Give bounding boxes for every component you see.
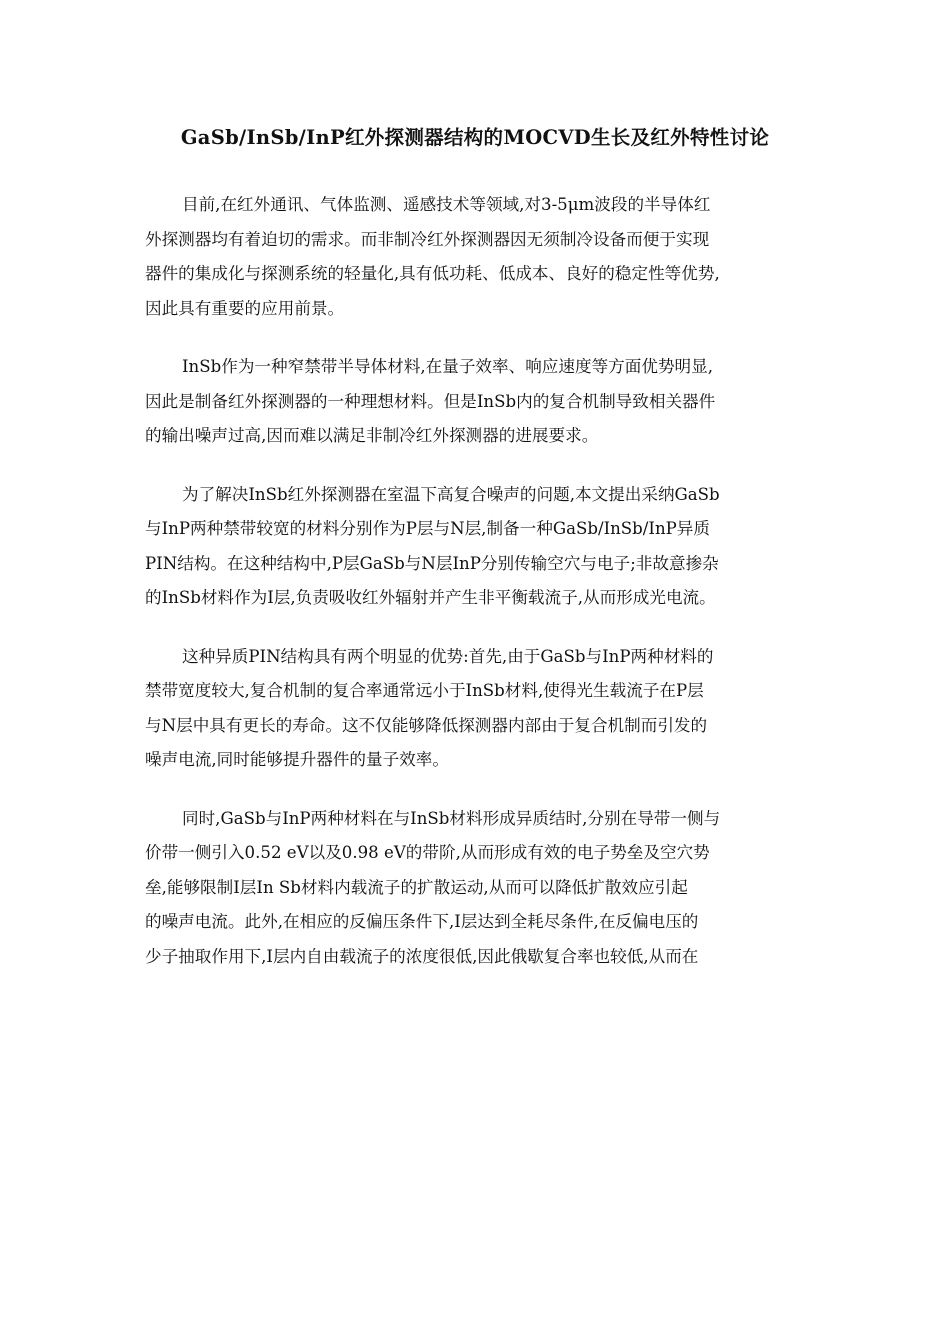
paragraph-line: 少子抽取作用下,I层内自由载流子的浓度很低,因此俄歇复合率也较低,从而在 [145,946,699,966]
paragraph-line: InSb作为一种窄禁带半导体材料,在量子效率、响应速度等方面优势明显, [182,357,713,376]
paragraph-5 [145,802,810,975]
paragraph-line: 垒,能够限制I层In Sb材料内载流子的扩散运动,从而可以降低扩散效应引起 [145,877,688,897]
paragraph-line: PIN结构。在这种结构中,P层GaSb与N层InP分别传输空穴与电子;非故意掺杂 [145,553,719,573]
paragraph-line: 禁带宽度较大,复合机制的复合率通常远小于InSb材料,使得光生载流子在P层 [145,681,704,700]
paragraph-3 [145,478,810,616]
paragraph-line: 同时,GaSb与InP两种材料在与InSb材料形成异质结时,分别在导带一侧与 [182,808,721,828]
paragraph-line: 因此具有重要的应用前景。 [145,298,345,318]
paragraph-4 [145,640,810,778]
paragraph-line: 的InSb材料作为I层,负责吸收红外辐射并产生非平衡载流子,从而形成光电流。 [145,588,716,607]
paragraph-line: 与N层中具有更长的寿命。这不仅能够降低探测器内部由于复合机制而引发的 [145,715,708,735]
paragraph-line: 的噪声电流。此外,在相应的反偏压条件下,I层达到全耗尽条件,在反偏电压的 [145,912,699,931]
paragraph-2 [145,350,810,454]
paragraph-line: 价带一侧引入0.52 eV以及0.98 eV的带阶,从而形成有效的电子势垒及空穴势 [145,843,710,862]
paragraph-line: 器件的集成化与探测系统的轻量化,具有低功耗、低成本、良好的稳定性等优势, [145,264,720,283]
document-title: GaSb/InSb/InP红外探测器结构的MOCVD生长及红外特性讨论 [180,126,770,149]
paragraph-line: 的输出噪声过高,因而难以满足非制冷红外探测器的进展要求。 [145,426,599,445]
paragraph-line: 噪声电流,同时能够提升器件的量子效率。 [145,750,449,769]
paragraph-line: 外探测器均有着迫切的需求。而非制冷红外探测器因无须制冷设备而便于实现 [145,229,710,249]
document-body [145,188,810,998]
paragraph-line: 因此是制备红外探测器的一种理想材料。但是InSb内的复合机制导致相关器件 [145,391,716,411]
paragraph-line: 这种异质PIN结构具有两个明显的优势:首先,由于GaSb与InP两种材料的 [182,646,714,666]
paragraph-line: 目前,在红外通讯、气体监测、遥感技术等领域,对3-5μm波段的半导体红 [182,195,711,214]
paragraph-line: 与InP两种禁带较宽的材料分别作为P层与N层,制备一种GaSb/InSb/InP异质 [145,519,710,538]
paragraph-1 [145,188,810,326]
paragraph-line: 为了解决InSb红外探测器在室温下高复合噪声的问题,本文提出采纳GaSb [182,484,720,504]
